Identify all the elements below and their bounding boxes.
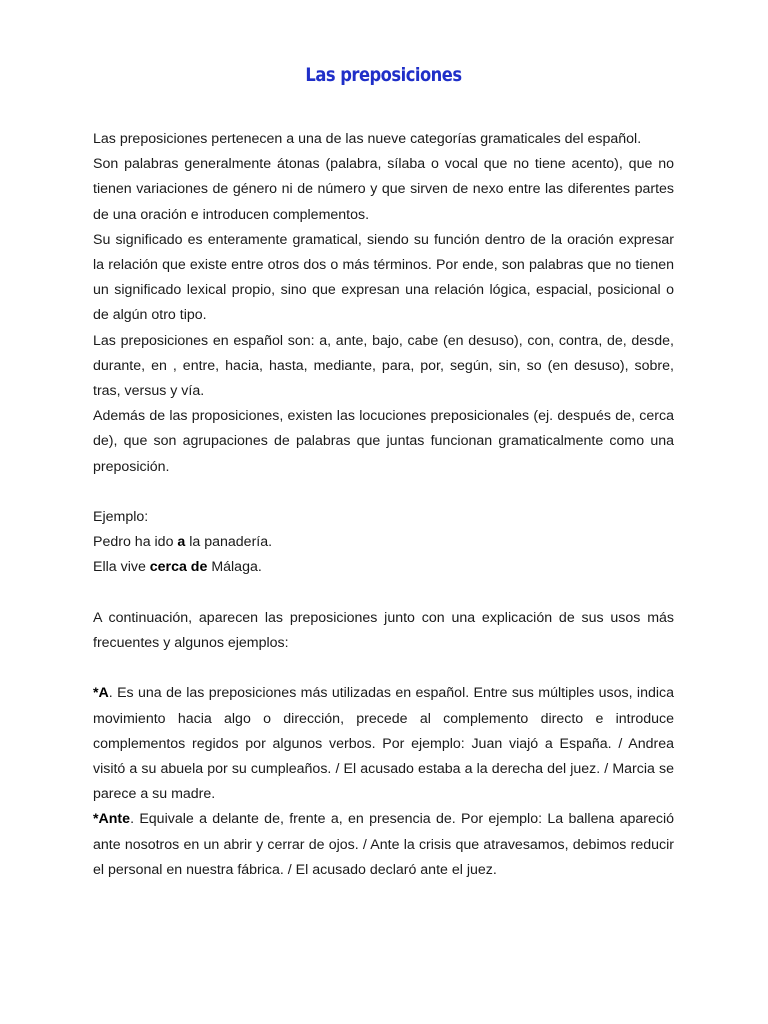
example-line-1-after: la panadería. (185, 534, 273, 551)
entry-ante-text: . Equivale a delante de, frente a, en presencia de. Por ejemplo: La ballena apareció ante nosotros en un abrir y cerrar de ojos. / Ante la crisis que atravesamos, debimos reducir el personal en nuestra fábrica. / El acusado declaró ante el juez. (93, 811, 674, 878)
entry-ante (93, 807, 674, 883)
intro-paragraph-2: Son palabras generalmente átonas (palabra, sílaba o vocal que no tiene acento), que no tienen variaciones de género ni de número y que sirven de nexo entre las diferentes partes de una oración e introducen complementos. (93, 156, 674, 223)
example-line-1-before: Pedro ha ido (93, 534, 178, 551)
example-line-2-before: Ella vive (93, 559, 150, 576)
document-title: Las preposiciones (305, 64, 462, 86)
spacer (93, 656, 674, 681)
entry-ante-term: *Ante (93, 811, 131, 828)
example-line-2-bold: cerca de (149, 559, 208, 576)
intro-paragraph-3: Su significado es enteramente gramatical, siendo su función dentro de la oración expresar la relación que existe entre otros dos o más términos. Por ende, son palabras que no tienen un significado lexical propio, sino que expresan una relación lógica, espacial, posicional o de algún otro tipo. (93, 231, 674, 324)
entry-a (93, 681, 674, 807)
intro-paragraph-4: Las preposiciones en español son: a, ante, bajo, cabe (en desuso), con, contra, de, desde, durante, en , entre, hacia, hasta, mediante, para, por, según, sin, so (en desuso), sobre, tras, versus y vía. (93, 332, 674, 400)
example-line-1 (93, 530, 674, 555)
spacer (93, 480, 674, 505)
intro-paragraph-1: Las preposiciones pertenecen a una de las nueve categorías gramaticales del español. (93, 131, 642, 147)
example-line-2-after: Málaga. (207, 559, 262, 576)
spacer (93, 581, 674, 606)
continuation-paragraph: A continuación, aparecen las preposiciones junto con una explicación de sus usos más frecuentes y algunos ejemplos: (93, 609, 674, 652)
example-line-1-bold: a (177, 534, 186, 551)
example-heading: Ejemplo: (93, 509, 149, 526)
example-line-2 (93, 555, 674, 580)
entry-a-term: *A (93, 685, 109, 702)
intro-paragraph-5: Además de las proposiciones, existen las locuciones preposicionales (ej. después de, cerca de), que son agrupaciones de palabras que juntas funcionan gramaticalmente como una preposición. (93, 408, 674, 475)
entry-a-text: . Es una de las preposiciones más utilizadas en español. Entre sus múltiples usos, indica movimiento hacia algo o dirección, precede al complemento directo e introduce complementos regidos por algunos verbos. Por ejemplo: Juan viajó a España. / Andrea visitó a su abuela por su cumpleaños. / El acusado estaba a la derecha del juez. / Marcia se parece a su madre. (93, 685, 674, 803)
